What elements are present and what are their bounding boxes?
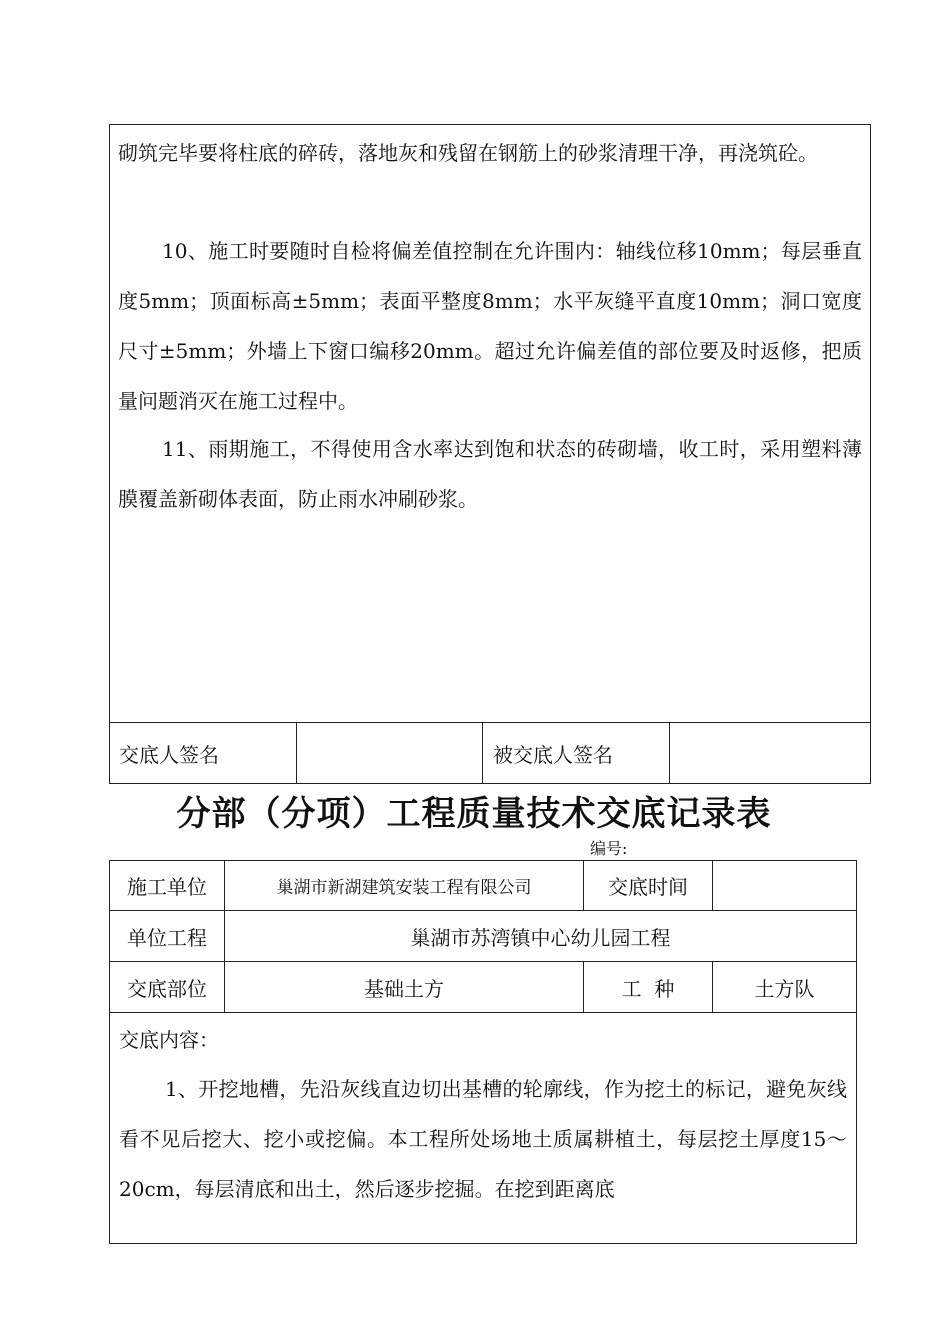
top-paragraph-3: 11、雨期施工，不得使用含水率达到饱和状态的砖砌墙，收工时，采用塑料薄膜覆盖新砌体表面，防止雨水冲刷砂浆。: [118, 437, 862, 511]
project-value: 巢湖市苏湾镇中心幼儿园工程: [410, 925, 671, 950]
content-paragraph: 1、开挖地槽，先沿灰线直边切出基槽的轮廓线，作为挖土的标记，避免灰线看不见后挖大、挖小或挖偏。本工程所处场地土质属耕植土，每层挖土厚度15～20cm，每层清底和出土，然后逐步挖掘。在挖到距离底: [119, 1077, 847, 1201]
content-label: 交底内容：: [119, 1028, 219, 1052]
form-number-label: 编号:: [590, 839, 628, 858]
part-label: 交底部位: [127, 976, 207, 1001]
time-field[interactable]: [713, 861, 856, 910]
trade-value: 土方队: [754, 976, 815, 1001]
top-paragraph-1: 砌筑完毕要将柱底的碎砖，落地灰和残留在钢筋上的砂浆清理干净，再浇筑砼。: [118, 141, 818, 165]
form-title: 分部（分项）工程质量技术交底记录表: [176, 794, 772, 834]
part-value: 基础土方: [364, 976, 444, 1001]
top-paragraph-2: 10、施工时要随时自检将偏差值控制在允许围内：轴线位移10mm；每层垂直度5mm；顶面标高±5mm；表面平整度8mm；水平灰缝平直度10mm；洞口宽度尺寸±5mm；外墙上下窗口编移20mm。超过允许偏差值的部位要及时返修，把质量问题消灭在施工过程中。: [118, 239, 862, 413]
signer-label: 交底人签名: [119, 743, 219, 767]
signer-field[interactable]: [297, 723, 482, 784]
unit-value: 巢湖市新湖建筑安装工程有限公司: [276, 878, 532, 898]
form-hline-3: [109, 1012, 857, 1013]
project-label: 单位工程: [127, 925, 207, 950]
receiver-label: 被交底人签名: [493, 743, 613, 767]
receiver-field[interactable]: [670, 723, 870, 784]
time-label: 交底时间: [608, 875, 688, 899]
trade-label: 工 种: [621, 976, 675, 1001]
unit-label: 施工单位: [127, 875, 207, 899]
